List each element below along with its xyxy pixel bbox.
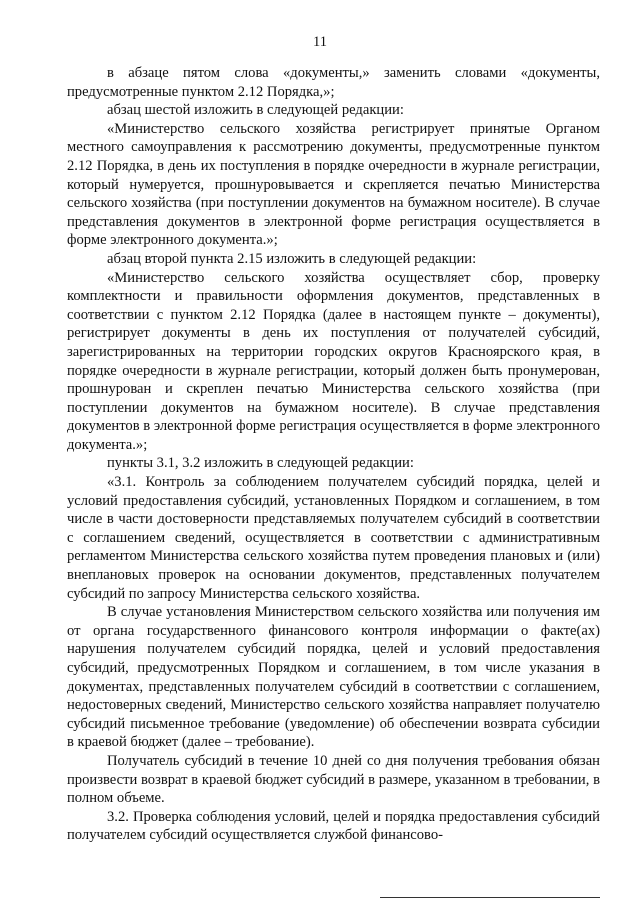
- document-body: [67, 64, 600, 845]
- footer-rule: [380, 897, 600, 898]
- paragraph: абзац шестой изложить в следующей редакции:: [107, 102, 404, 119]
- paragraph: «3.1. Контроль за соблюдением получателем субсидий порядка, целей и условий предоставления субсидий, установленных Порядком и соглашением, в том числе в части достоверности представляемых получателем субсидий в соответствии с соглашением сведений, осуществляется в соответствии с административным регламентом Министерства сельского хозяйства путем проведения плановых и (или) внеплановых проверок на основании документов, представленных получателем субсидий по запросу Министерства сельского хозяйства.: [67, 474, 600, 602]
- paragraph: Получатель субсидий в течение 10 дней со дня получения требования обязан произвести возврат в краевой бюджет субсидий в размере, указанном в требовании, в полном объеме.: [67, 752, 600, 807]
- page-number: 11: [313, 34, 327, 50]
- paragraph: «Министерство сельского хозяйства регистрирует принятые Органом местного самоуправления к рассмотрению документы, предусмотренные пунктом 2.12 Порядка, в день их поступления в порядке очередности в журнале регистрации, который нумеруется, прошнуровывается и скрепляется печатью Министерства сельского хозяйства (при поступлении документов на бумажном носителе). В случае представления документов в электронной форме регистрация осуществляется в форме электронного документа.»;: [67, 120, 600, 249]
- paragraph: пункты 3.1, 3.2 изложить в следующей редакции:: [107, 455, 414, 472]
- paragraph: «Министерство сельского хозяйства осуществляет сбор, проверку комплектности и правильности оформления документов, представленных в соответствии с пунктом 2.12 Порядка (далее в настоящем пункте – документы), регистрирует документы в день их поступления от получателей субсидий, зарегистрированных на территории городских округов Красноярского края, в порядке очередности в журнале регистрации, который должен быть пронумерован, прошнурован и скреплен печатью Министерства сельского хозяйства (при поступлении документов на бумажном носителе). В случае представления документов в электронной форме регистрация осуществляется в форме электронного документа.»;: [67, 269, 600, 453]
- paragraph: 3.2. Проверка соблюдения условий, целей и порядка предоставления субсидий получателем субсидий осуществляется службой финансово-: [67, 808, 600, 844]
- paragraph: в абзаце пятом слова «документы,» заменить словами «документы, предусмотренные пунктом 2.12 Порядка,»;: [67, 65, 600, 100]
- paragraph: В случае установления Министерством сельского хозяйства или получения им от органа государственного финансового контроля информации о факте(ах) нарушения получателем субсидий порядка, целей и условий предоставления субсидий, предусмотренных Порядком и соглашением, в том числе указания в документах, представленных получателем субсидий в соответствии с соглашением, недостоверных сведений, Министерство сельского хозяйства направляет получателю субсидий письменное требование (уведомление) об обеспечении возврата субсидии в краевой бюджет (далее – требование).: [67, 604, 600, 751]
- paragraph: абзац второй пункта 2.15 изложить в следующей редакции:: [107, 250, 477, 267]
